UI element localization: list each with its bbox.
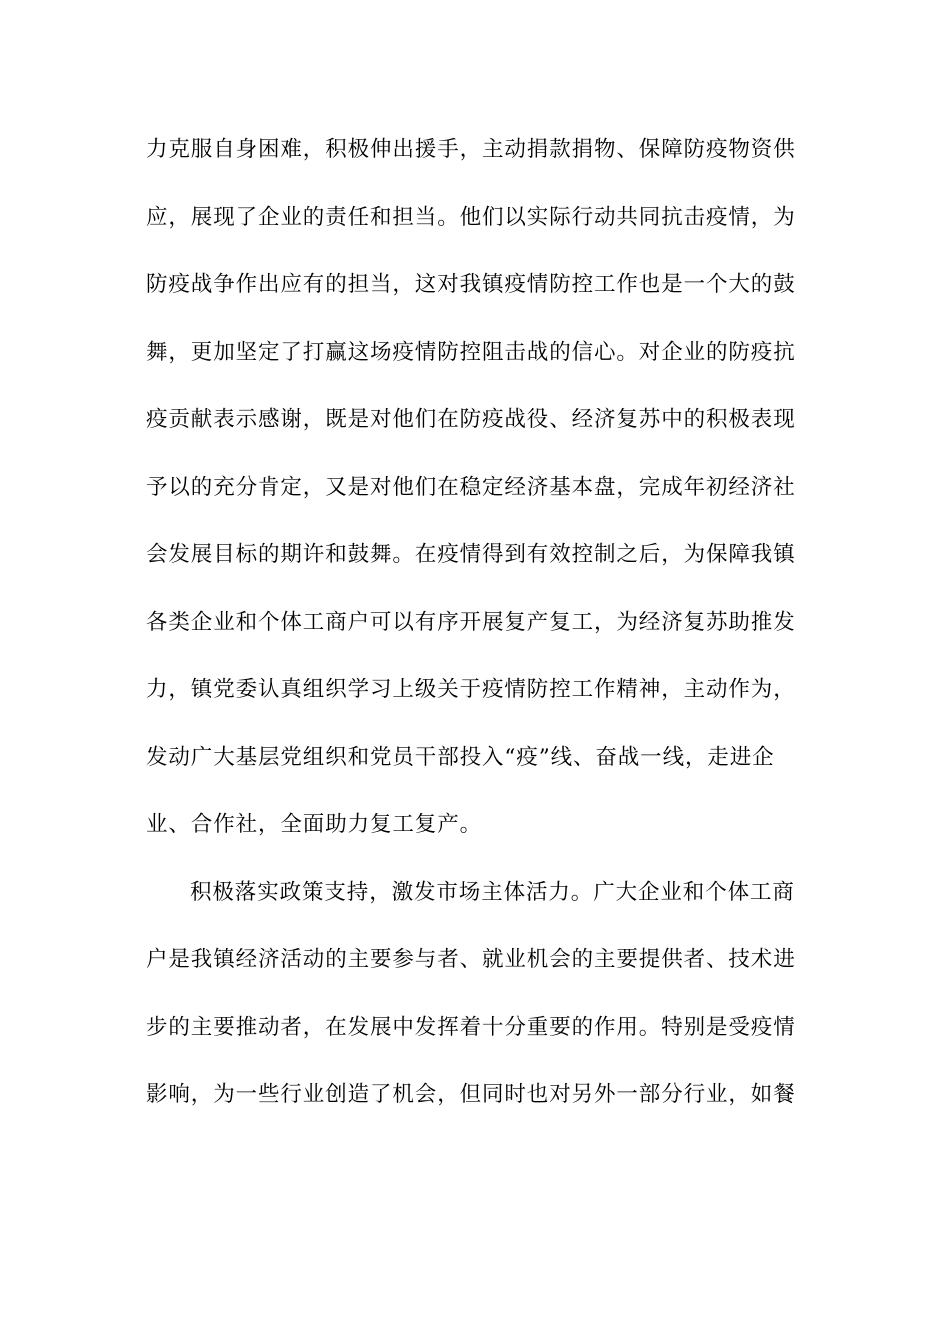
body-text [146,123,806,1136]
text-line: 会发展目标的期许和鼓舞。在疫情得到有效控制之后，为保障我镇 [146,542,796,567]
text-line: 业、合作社，全面助力复工复产。 [146,812,483,837]
text-line: 影响，为一些行业创造了机会，但同时也对另外一部分行业，如餐 [146,1082,796,1107]
text-line: 疫贡献表示感谢，既是对他们在防疫战役、经济复苏中的积极表现 [146,407,796,432]
text-line: 力克服自身困难，积极伸出援手，主动捐款捐物、保障防疫物资供 [146,137,796,162]
text-line: 户是我镇经济活动的主要参与者、就业机会的主要提供者、技术进 [146,947,796,972]
paragraph-first-line: 积极落实政策支持，激发市场主体活力。广大企业和个体工商 [190,879,795,905]
text-line: 应，展现了企业的责任和担当。他们以实际行动共同抗击疫情，为 [146,204,796,230]
text-line: 各类企业和个体工商户可以有序开展复产复工，为经济复苏助推发 [146,609,796,635]
text-line: 予以的充分肯定，又是对他们在稳定经济基本盘，完成年初经济社 [146,474,796,500]
text-line: 防疫战争作出应有的担当，这对我镇疫情防控工作也是一个大的鼓 [146,272,796,297]
text-line: 舞，更加坚定了打赢这场疫情防控阻击战的信心。对企业的防疫抗 [146,339,796,365]
text-line: 发动广大基层党组织和党员干部投入“疫”线、奋战一线，走进企 [146,744,775,770]
text-line: 步的主要推动者，在发展中发挥着十分重要的作用。特别是受疫情 [146,1014,796,1040]
text-line: 力，镇党委认真组织学习上级关于疫情防控工作精神，主动作为， [146,677,796,702]
